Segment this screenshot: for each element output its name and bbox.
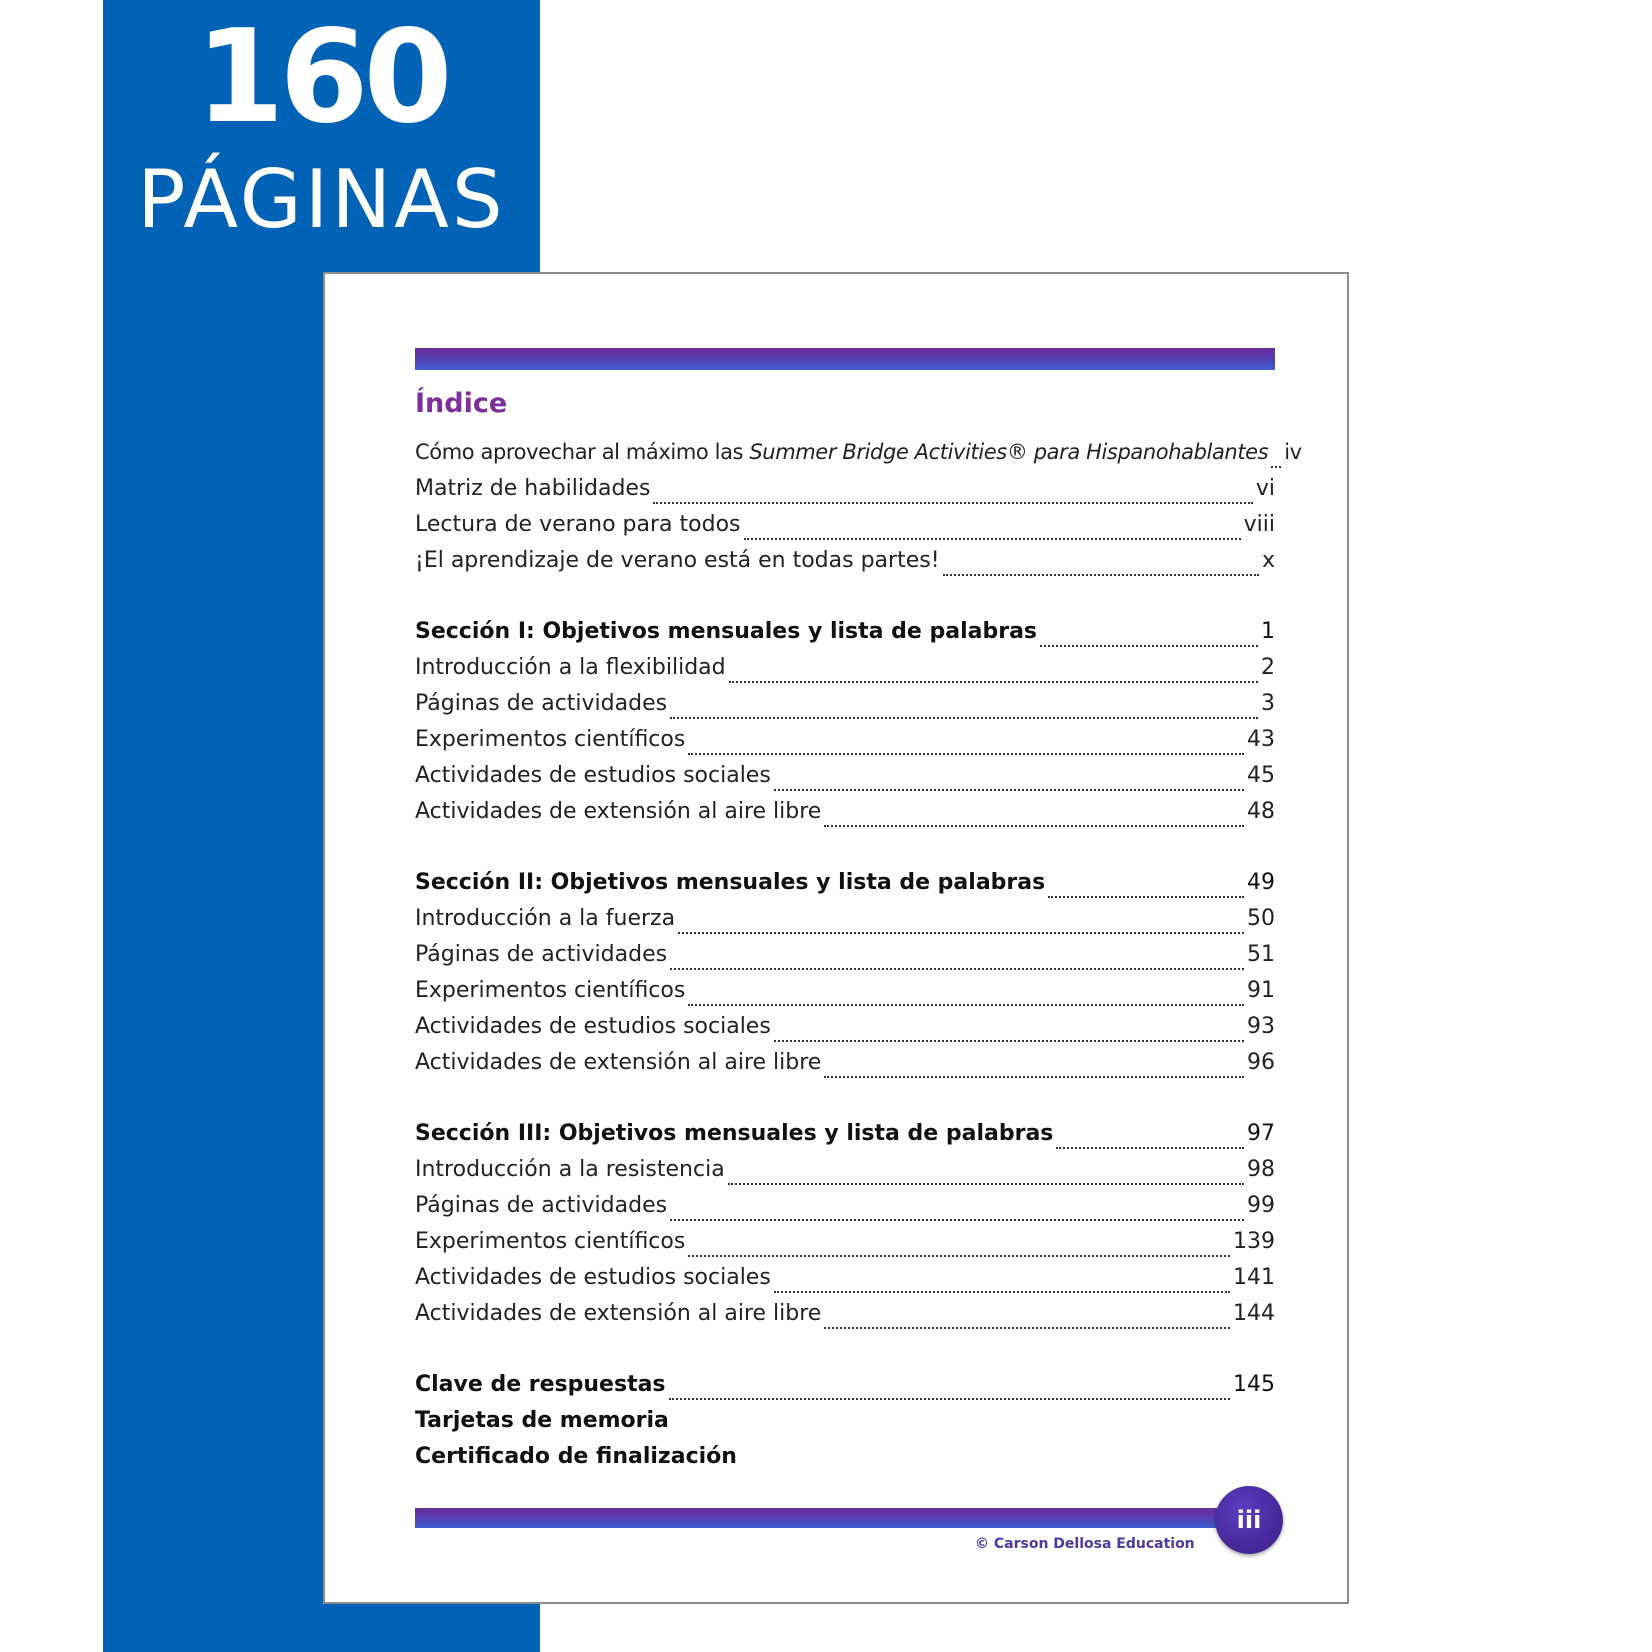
dot-leader bbox=[670, 1219, 1244, 1221]
toc-page-number: 49 bbox=[1247, 870, 1275, 895]
toc-page-number: 144 bbox=[1233, 1301, 1275, 1326]
toc-entry bbox=[415, 1193, 1275, 1229]
toc-page-number: 145 bbox=[1233, 1372, 1275, 1397]
toc-entry bbox=[415, 476, 1275, 512]
toc-entry-label: Actividades de estudios sociales bbox=[415, 1265, 771, 1290]
dot-leader bbox=[774, 789, 1244, 791]
toc-entry-label: Tarjetas de memoria bbox=[415, 1408, 669, 1433]
dot-leader bbox=[774, 1291, 1230, 1293]
toc-entry bbox=[415, 799, 1275, 835]
toc-entry-label: Páginas de actividades bbox=[415, 691, 668, 716]
toc-entry bbox=[415, 440, 1302, 476]
toc-entry bbox=[415, 1265, 1275, 1301]
toc-entry bbox=[415, 763, 1275, 799]
toc-entry-label: Actividades de extensión al aire libre bbox=[415, 1050, 822, 1075]
toc-entry-label: Páginas de actividades bbox=[415, 942, 668, 967]
toc-page-number: 2 bbox=[1261, 655, 1275, 680]
toc-entry-label bbox=[415, 440, 1268, 464]
toc-entry-label: Certificado de finalización bbox=[415, 1444, 737, 1469]
toc-entry bbox=[415, 1301, 1275, 1337]
dot-leader bbox=[943, 574, 1259, 576]
toc-entry-label-title: Summer Bridge Activities® para Hispanohablantes bbox=[749, 440, 1269, 464]
toc-entry-label: Introducción a la flexibilidad bbox=[415, 655, 726, 680]
toc-entry bbox=[415, 1229, 1275, 1265]
toc-entry bbox=[415, 512, 1275, 548]
toc-page-number: vi bbox=[1255, 476, 1275, 501]
toc-section-heading bbox=[415, 1408, 1275, 1444]
toc-entry-label: Actividades de extensión al aire libre bbox=[415, 1301, 822, 1326]
toc-entry-label-text: Cómo aprovechar al máximo las bbox=[415, 440, 750, 464]
toc-entry-label: Lectura de verano para todos bbox=[415, 512, 741, 537]
toc-entry-label: Experimentos científicos bbox=[415, 978, 686, 1003]
toc-entry-label: Matriz de habilidades bbox=[415, 476, 651, 501]
toc-page-number: 91 bbox=[1247, 978, 1275, 1003]
toc-entry-label: Actividades de estudios sociales bbox=[415, 1014, 771, 1039]
copyright-notice: © Carson Dellosa Education bbox=[975, 1536, 1195, 1552]
toc-entry bbox=[415, 727, 1275, 763]
toc-entry-label: Introducción a la resistencia bbox=[415, 1157, 725, 1182]
toc-section-heading bbox=[415, 870, 1275, 906]
toc-entry-label: Sección III: Objetivos mensuales y lista de palabras bbox=[415, 1121, 1054, 1146]
toc-page-number: 98 bbox=[1247, 1157, 1275, 1182]
dot-leader bbox=[670, 968, 1244, 970]
dot-leader bbox=[688, 753, 1244, 755]
page-title: Índice bbox=[415, 388, 508, 419]
toc-entry-label: ¡El aprendizaje de verano está en todas partes! bbox=[415, 548, 940, 573]
dot-leader bbox=[744, 538, 1241, 540]
toc-entry-label: Actividades de extensión al aire libre bbox=[415, 799, 822, 824]
toc-page-number: 93 bbox=[1247, 1014, 1275, 1039]
table-of-contents bbox=[415, 440, 1302, 1480]
dot-leader bbox=[824, 825, 1244, 827]
dot-leader bbox=[824, 1076, 1244, 1078]
toc-entry bbox=[415, 1050, 1275, 1086]
toc-entry-label: Actividades de estudios sociales bbox=[415, 763, 771, 788]
toc-page-number: viii bbox=[1243, 512, 1275, 537]
toc-entry bbox=[415, 1014, 1275, 1050]
toc-entry-label: Sección I: Objetivos mensuales y lista de palabras bbox=[415, 619, 1038, 644]
toc-page-number: 51 bbox=[1247, 942, 1275, 967]
dot-leader bbox=[653, 502, 1252, 504]
page-count-number: 160 bbox=[195, 3, 448, 152]
toc-page-number: 3 bbox=[1261, 691, 1275, 716]
toc-entry-label: Experimentos científicos bbox=[415, 727, 686, 752]
toc-entry bbox=[415, 691, 1275, 727]
dot-leader bbox=[728, 1183, 1244, 1185]
page-count-label: PÁGINAS bbox=[137, 153, 506, 246]
toc-page-number: 43 bbox=[1247, 727, 1275, 752]
toc-page-number: 1 bbox=[1261, 619, 1275, 644]
top-decorative-bar bbox=[415, 348, 1275, 370]
dot-leader bbox=[1040, 645, 1258, 647]
dot-leader bbox=[669, 1398, 1230, 1400]
toc-page-number: 97 bbox=[1247, 1121, 1275, 1146]
toc-entry-label: Introducción a la fuerza bbox=[415, 906, 676, 931]
toc-entry bbox=[415, 906, 1275, 942]
toc-entry bbox=[415, 548, 1275, 584]
toc-section-heading bbox=[415, 1121, 1275, 1157]
toc-page-number: 48 bbox=[1247, 799, 1275, 824]
toc-page-number: x bbox=[1261, 548, 1275, 573]
toc-page-number: 141 bbox=[1233, 1265, 1275, 1290]
toc-section-heading bbox=[415, 619, 1275, 655]
toc-entry-label: Experimentos científicos bbox=[415, 1229, 686, 1254]
toc-entry-label: Clave de respuestas bbox=[415, 1372, 666, 1397]
toc-page-number: 50 bbox=[1247, 906, 1275, 931]
page-number-badge: iii bbox=[1215, 1486, 1283, 1554]
toc-entry-label: Páginas de actividades bbox=[415, 1193, 668, 1218]
dot-leader bbox=[729, 681, 1258, 683]
toc-entry bbox=[415, 942, 1275, 978]
dot-leader bbox=[670, 717, 1258, 719]
toc-entry bbox=[415, 978, 1275, 1014]
dot-leader bbox=[688, 1255, 1230, 1257]
dot-leader bbox=[1056, 1147, 1244, 1149]
toc-page-number: 96 bbox=[1247, 1050, 1275, 1075]
dot-leader bbox=[678, 932, 1244, 934]
toc-page-number: 139 bbox=[1233, 1229, 1275, 1254]
toc-section-heading bbox=[415, 1372, 1275, 1408]
book-page bbox=[323, 272, 1349, 1604]
bottom-decorative-bar bbox=[415, 1508, 1235, 1528]
toc-entry-label: Sección II: Objetivos mensuales y lista de palabras bbox=[415, 870, 1046, 895]
toc-page-number: 45 bbox=[1247, 763, 1275, 788]
dot-leader bbox=[824, 1327, 1230, 1329]
toc-page-number: iv bbox=[1284, 440, 1302, 464]
toc-page-number: 99 bbox=[1247, 1193, 1275, 1218]
toc-entry bbox=[415, 655, 1275, 691]
dot-leader bbox=[1271, 466, 1281, 468]
dot-leader bbox=[774, 1040, 1244, 1042]
toc-section-heading bbox=[415, 1444, 1275, 1480]
toc-entry bbox=[415, 1157, 1275, 1193]
dot-leader bbox=[1048, 896, 1244, 898]
dot-leader bbox=[688, 1004, 1244, 1006]
